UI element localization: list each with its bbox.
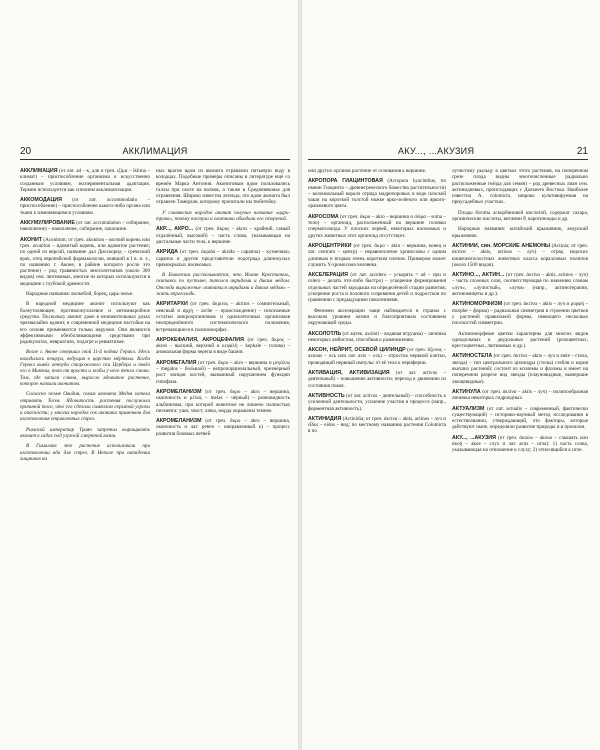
entry-term: АКОНИТ [20, 236, 43, 243]
entry-definition: (от греч. ἄκρο – akro – вершина и μεγάλος – megalos – большой) – непропорциональный, чрезмерный рост концов костей, вызванный нарушением функции гипофиза. [156, 359, 290, 385]
entry-definition: (от лат. activus – деятельный) – повышение активности; переход к движению из состояния покоя. [308, 370, 446, 389]
italic-note: Согласно поэме Овидия, сокам аконита Медея хотела отравить Тесея. Ядовитость растения послужила причиной того, что его сделали символом скрытой угрозы и опасности; у многих народов сок аконита применяли для изготовления отравленных стрел. [20, 391, 150, 423]
entry-term: АКТУАЛИЗМ [452, 405, 485, 412]
left-page [0, 0, 298, 750]
page-number: 20 [20, 146, 32, 157]
body-paragraph: или других органов растение от основания к вершине. [308, 168, 427, 174]
entry-term: АКТИВАЦИЯ, АКТИВИЗАЦИЯ [308, 370, 390, 377]
body-paragraph: лучистому рыльцу в цветках этого растения, на поперечном срезе плода видны многочисленные радиально расположенные гнёзда для семян) – род древесных лиан сем. актинидиевых, происходящих с Дальнего Востока. Наиболее известна A. colomicta, широко культивируемая на приусадебных участках. [452, 168, 588, 206]
entry-term: АКТИНО..., АКТИН... [452, 272, 505, 279]
body-paragraph: Народные названия: волкобой, борец, царь-зелье. [26, 291, 134, 298]
entry-term: АКТИНОСТЕЛА [452, 353, 493, 360]
entry-definition: (от греч. ἀκτίνα – aktis, actinos – луч) – часть сложных слов, соответствующая по значению словам «луч», «лучистый», «лучи» (напр., актинотерапия, актиномицеты и др.). [452, 272, 588, 298]
dictionary-entry [452, 243, 588, 268]
dictionary-entry [308, 178, 446, 209]
text-column [308, 168, 446, 738]
dictionary-entry [156, 360, 290, 385]
entry-definition: (от греч. ἀκτίνα – aktis – луч и stele – стела, звезда) – тип центрального цилиндра (стелы) стебля и корня высших растений; состоит из ксилемы и флоэмы и имеет на поперечном разрезе вид звезды (плауновидные, вымершие хвощевидные). [452, 353, 588, 385]
entry-definition: (от лат. ad – к, для и греч. ιξίμα – iklima – климат) – приспособление организма к искусственно созданным условиям, экспериментальная адаптация. Термин используется как синоним акклиматизации. [20, 168, 150, 193]
body-paragraph: Плоды богаты аскорбиновой кислотой, содержат сахара, органические кислоты, витамин P, каротиноиды и др. [452, 209, 588, 223]
dictionary-entry [308, 416, 446, 435]
dictionary-entry [156, 226, 290, 245]
dictionary-entry [156, 337, 290, 356]
entry-term: АКРИДА [156, 249, 178, 256]
entry-definition: (от греч. ἄκρο – akro – вершина и σῶμα – soma – тело) – органоид, расположенный на вершине головки сперматозоида. У плоских червей, некоторых насекомых и других животных этот органоид отсутствует. [308, 213, 446, 239]
entry-term: АКТИНОМОРФИЗМ [452, 301, 503, 308]
entry-definition: (от лат. actualis – современный, фактически существующий) – историко-научный метод исследования в естествознании, утверждающий, что факторы, которые действуют ныне, определяли развитие природы и в прошлом. [452, 405, 588, 431]
entry-term: АКРОЦЕНТРИКИ [308, 242, 352, 249]
dictionary-entry [308, 347, 446, 366]
running-head: АККЛИМАЦИЯ [122, 146, 188, 156]
entry-definition: (от греч. ἄκρος – akros – высший, верхний и κεφαλή – kephale – голова) – аномальная форма черепа в виде башни. [156, 336, 290, 356]
entry-term: АКТИНУЛА [452, 388, 481, 395]
body-paragraph: Народные названия: китайский крыжовник, амурский крыжовник. [452, 226, 588, 239]
dictionary-entry [452, 406, 588, 431]
dictionary-entry [156, 389, 290, 414]
italic-note: У славянских народов аконит получил название «царь-трава», почему пастухи и охотники обходили его стороной. [156, 209, 290, 223]
dictionary-entry [452, 389, 588, 402]
entry-term: АКТИНИДИЯ [308, 415, 342, 422]
dictionary-entry [156, 301, 290, 332]
body-paragraph: ных врагов ядом из аконита отравляли питьевую воду в колодцах. Подобные примеры описаны в литературе ещё со времён Марка Антония. Аконитовым ядом пользовались галлы при охоте на волков, а также в Средневековье для отравления. Широко известна легенда, что ядом аконита был отравлен Тамерлан, которому пропитали им тюбетейку. [156, 168, 290, 206]
dictionary-entry [452, 435, 588, 454]
entry-term: АКТИВНОСТЬ [308, 392, 345, 399]
entry-term: АКРОПОРА ГИАЦИНТОВАЯ [308, 178, 383, 185]
entry-definition: (от лат. accelero – ускорять = ad – при и celero – делать что-либо быстро) – ускорение формирования отдельных частей зародыша на определённой стадии развития; ускорение роста и полового созревания детей и подростков по сравнению с предыдущими поколениями. [308, 272, 446, 304]
entry-term: АКРОМЕЛАНИЗМ [156, 388, 202, 395]
entry-definition: (от греч. ἀκρίδα – akrida – саранча) – кузнечики, саранча и другие представители подотряда длинноусых прямокрылых насекомых. [156, 249, 290, 268]
entry-definition: (от лат. accommodatio – приспособление) – приспособление какого-либо органа или ткани к изменяющимся условиям. [20, 197, 150, 216]
entry-definition: (Aconitum; от греч. akoniton – волчий корень или греч. aconiton – ядовитый корень, или ядовитое растение; по одной из версий, название дал Диоскорид – греческий врач, отец европейской фармакологии, живший в I в. н. э., по названию г. Аконе, в районе которого росло это растение) – род травянистых многолетников (около 300 видов) сем. лютиковых, многие из которых используются в медицине с глубокой древности. [20, 236, 150, 287]
italic-note: Возле г. Аконе совершил свой 11-й подвиг Геракл. Здесь находилась пещера, ведущая в царство мёртвых. Когда Геракл вывёл оттуда сторожевого пса Цербера и повёл его в Микены, тот от ярости и злобы у него текла слюна. Там, где капала слюна, выросло ядовитое растение, которое назвали аконитом. [20, 349, 150, 387]
entry-definition: (от греч. ἀκτίνα – aktis – луч и μορφή – morphe – форма) – радиальная симметрия в строении цветков у растений правильной формы, имеющего несколько плоскостей симметрии. [452, 301, 588, 327]
dictionary-entry [452, 272, 588, 297]
entry-definition: (от лат. activus – деятельный) – способность к усиленной деятельности, усиление участия в процессе (напр., ферментная активность). [308, 392, 446, 412]
dictionary-entry [20, 168, 150, 193]
entry-term: АКР..., АКРО... [156, 226, 194, 233]
page-number: 21 [576, 146, 588, 157]
dictionary-entry [452, 353, 588, 384]
dictionary-entry [308, 393, 446, 412]
entry-definition: (от греч. ἄκρο – akro – вершина, окончность и μέλας – melas – чёрный) – разновидность альбинизма, при которой животное не лишено полностью пигмента: уши, хвост, лапы, морда окрашены темнее. [156, 388, 290, 414]
running-head: АКУ..., ...АКУЗИЯ [398, 146, 475, 156]
entry-term: АКРОСОМА [308, 213, 339, 220]
entry-term: АКРОМЕГАЛИЯ [156, 359, 197, 366]
entry-term: АККЛИМАЦИЯ [20, 168, 58, 174]
text-column [452, 168, 588, 738]
dictionary-entry [308, 243, 446, 268]
right-page-header [308, 146, 588, 160]
entry-term: АКУ..., ...АКУЗИЯ [452, 434, 496, 441]
dictionary-entry [308, 214, 446, 239]
entry-term: АККОМОДАЦИЯ [20, 197, 62, 204]
entry-term: АКСОН, НЕЙРИТ, ОСЕВОЙ ЦИЛИНДР [308, 347, 406, 354]
text-column [156, 168, 290, 738]
right-page [302, 0, 600, 750]
entry-term: АКТИНИИ, син. МОРСКИЕ АНЕМОНЫ [452, 242, 551, 249]
entry-definition: (от греч. ἄξονας – axonas – ось или лат. axis – ось) – отросток нервной клетки, проводящий нервный импульс от её тела к периферии. [308, 347, 446, 366]
entry-definition: (от греч. ἄκρο – akro – вершина, конец и лат. centrum – центр) – неравноплечие хромосомы с одним длинным и вторым очень коротким плечом. Примером может служить Y-хромосома человека. [308, 242, 446, 268]
dictionary-entry [308, 272, 446, 303]
italic-note: В Гималаях это растение использовали при изготовлении яда для стрел. В Непале при нападении хищников на [20, 443, 150, 462]
dictionary-entry [20, 237, 150, 287]
entry-definition: (от греч. ἄκρος – akros – крайний, самый отдалённый, высокий) – часть слова, указывающая на дистальные части тела, к вершине. [156, 226, 290, 245]
entry-definition: (от греч. ἀκούω – akouo – слышать или ἀκοή – akoe – слух и лат. acus – игла): 1) часть слова, указывающая на отношение к слуху; 2) относящийся к игле. [452, 434, 588, 454]
entry-definition: (Actinidia; от греч. ἀκτίνα – aktis, actinos – луч и εἶδος – eidos – вид; по местному названию растения Colomicta в по [308, 415, 446, 435]
dictionary-entry [20, 220, 150, 233]
header-rule [20, 159, 290, 160]
entry-definition: (от ацтек. axolotl – водяная игрушка) – личинка некоторых амбистом, способная к размножению. [308, 330, 446, 343]
entry-definition: (Acropora hyacinthus, по имени Гиацинта – древнегреческого божества растительности) – колониальный коралл отряда мадрепоровых в виде плоской чаши на короткой толстой ножке ярко-зелёного или яркого-оранжевого цвета. [308, 178, 446, 210]
entry-definition: (от греч. ἄκριτος – akritos – сомнительный, неясный и ἀρχή – arche – происхождение) – ископаемые остатки микроорганизмов и одноклеточных организмов неопределённого систематического положения, встречающиеся в палиноморфах. [156, 301, 290, 333]
body-paragraph: Феномен акселерации чаще наблюдается в странах с высоким уровнем жизни и благоприятным состоянием окружающей среды. [308, 307, 446, 327]
italic-note: Римский император Траян запретил выращивать аконит в садах под угрозой смертной казни. [20, 426, 150, 439]
body-paragraph: Актиноморфные цветки характерны для многих видов однодольных и двудольных растений (розоцветных, крестоцветных, лютиковых и др.). [452, 330, 588, 350]
entry-term: АКРОМЕЛАНИЗМ [156, 418, 202, 425]
dictionary-entry [308, 331, 446, 344]
header-rule [308, 159, 588, 160]
entry-definition: (от греч. ἄκρο – akro – вершина, окончность и лат. petere – направленный к) – процесс развития боковых ветвей [156, 418, 290, 437]
dictionary-entry [156, 249, 290, 268]
entry-definition: (от лат. accumulation – собирание, накопление) – накопление, собирание, запасание. [20, 220, 150, 233]
dictionary-entry [452, 301, 588, 326]
entry-term: АККУМУЛИРОВАНИЕ [20, 220, 75, 227]
dictionary-entry [308, 370, 446, 389]
italic-note: В Евангелии рассказывается, что Иоанн Креститель, скитаясь по пустыне, питался акридами и диким мёдом. Отсюда выражение «питаться акридами и диким мёдом» – жить впроголодь. [156, 272, 290, 298]
left-page-header [20, 146, 290, 160]
entry-term: АКСЕЛЕРАЦИЯ [308, 272, 348, 279]
entry-term: АКРИТАРХИ [156, 301, 188, 308]
dictionary-entry [20, 197, 150, 216]
dictionary-entry [156, 418, 290, 437]
entry-term: АКСОЛОТЛЬ [308, 330, 342, 337]
entry-definition: (Actinia; от греч. ἀκτίνα – aktis, actinos – луч) – отряд морских кишечнополостных животных класса коралловых полипов (около 1500 видов). [452, 242, 588, 268]
body-paragraph: В народной медицине аконит используют как болеутоляющее, противоопухолевое и антимикробное средство. Поскольку аконит даже в незначительных дозах чрезвычайно ядовит, в современной медицине настойки на его основе применяются только наружно. Они являются эффективными обезболивающими средствами при радикулитах, невралгиях, подагре и ревматизме. [20, 301, 150, 346]
text-column [20, 168, 150, 738]
entry-definition: (от греч. ἀκτίνα – aktis – луч) – полипообразная личинка некоторых гидроидных. [452, 388, 588, 402]
entry-term: АКРОКЕФАЛИЯ, АКРОЦЕФАЛИЯ [156, 336, 244, 343]
